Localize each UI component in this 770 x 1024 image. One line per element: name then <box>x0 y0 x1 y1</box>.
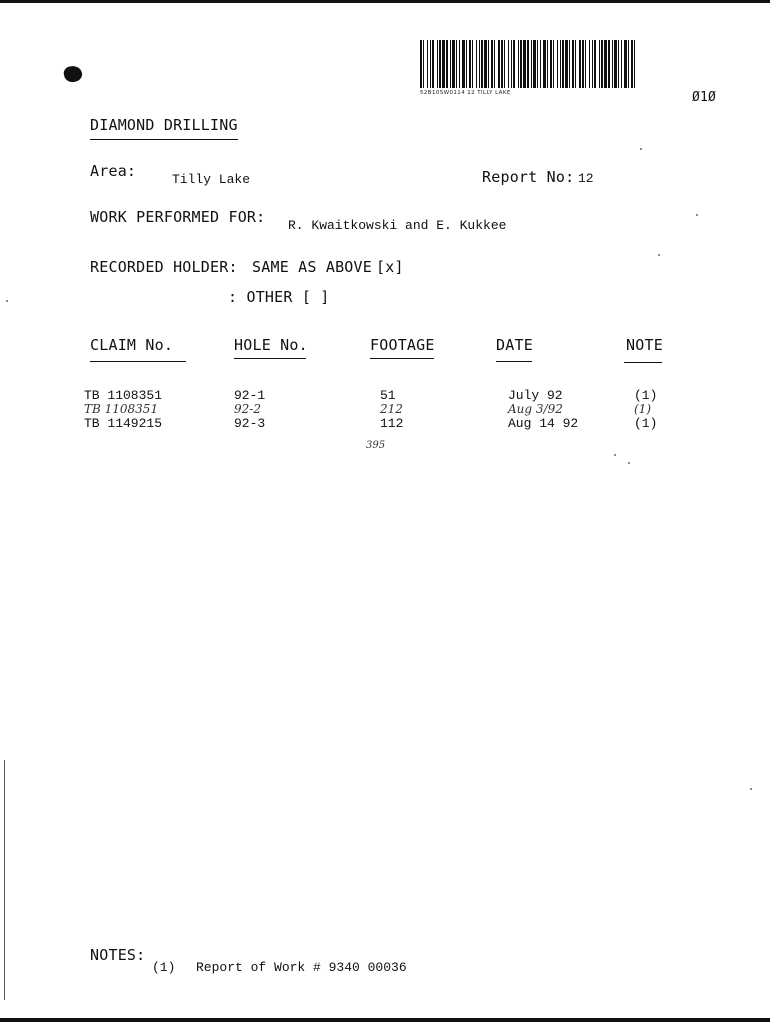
barcode-bar <box>599 40 600 88</box>
barcode-bar <box>420 40 422 88</box>
barcode-bar <box>594 40 596 88</box>
barcode-bar <box>520 40 522 88</box>
barcode-bar <box>575 40 576 88</box>
col-underline-note <box>624 362 662 363</box>
barcode-bar <box>494 40 495 88</box>
barcode-bar <box>488 40 489 88</box>
title-underline <box>90 139 238 140</box>
row-note: (1) <box>634 388 658 403</box>
barcode-bar <box>481 40 483 88</box>
scan-speck <box>696 214 698 216</box>
barcode-bar <box>469 40 471 88</box>
barcode-bar <box>540 40 541 88</box>
barcode-bar <box>537 40 538 88</box>
barcode-bar <box>533 40 536 88</box>
row-claim: TB 1149215 <box>84 416 163 431</box>
col-underline-date <box>496 361 532 362</box>
barcode-bar <box>423 40 424 88</box>
barcode-bar <box>572 40 574 88</box>
barcode-bar <box>437 40 438 88</box>
barcode-bar <box>513 40 515 88</box>
barcode-bar <box>427 40 428 88</box>
barcode-bar <box>608 40 610 88</box>
barcode-bar <box>504 40 505 88</box>
barcode-bar <box>569 40 570 88</box>
barcode-bar <box>466 40 467 88</box>
notes-label: NOTES: <box>90 946 146 964</box>
report-value: 12 <box>578 171 594 186</box>
row-footage: 212 <box>380 402 403 416</box>
barcode-bar <box>484 40 487 88</box>
scan-speck <box>658 254 660 256</box>
work-performed-value: R. Kwaitkowski and E. Kukkee <box>288 218 507 233</box>
area-value: Tilly Lake <box>172 172 251 187</box>
scan-bottom-edge <box>0 1018 770 1022</box>
footage-total-handwritten: 395 <box>366 440 386 451</box>
scan-left-edge <box>4 760 5 1000</box>
row-note: (1) <box>634 416 658 431</box>
barcode-bar <box>462 40 465 88</box>
same-as-above-label: SAME AS ABOVE <box>252 258 372 276</box>
barcode-caption: 52B10SW0114 12 TILLY LAKE <box>420 90 511 96</box>
barcode-bar <box>491 40 493 88</box>
barcode-bar <box>518 40 519 88</box>
barcode-bar <box>452 40 455 88</box>
barcode-bar <box>634 40 635 88</box>
area-label: Area: <box>90 162 137 180</box>
scan-speck <box>614 454 616 456</box>
row-hole: 92-1 <box>234 388 266 403</box>
barcode-bar <box>557 40 558 88</box>
row-claim: TB 1108351 <box>84 388 163 403</box>
work-performed-label: WORK PERFORMED FOR: <box>90 208 266 226</box>
hole-punch-mark <box>63 64 84 83</box>
barcode-bar <box>450 40 451 88</box>
barcode-bar <box>565 40 568 88</box>
row-date: Aug 3/92 <box>508 402 563 416</box>
row-claim: TB 1108351 <box>84 402 159 416</box>
barcode-image <box>420 40 636 88</box>
scan-speck <box>6 300 8 302</box>
scan-top-edge <box>0 0 770 3</box>
barcode-bar <box>476 40 477 88</box>
scan-speck <box>628 462 630 464</box>
barcode-bar <box>511 40 512 88</box>
col-header-note: NOTE <box>626 336 663 354</box>
barcode-bar <box>589 40 590 88</box>
barcode-bar <box>508 40 509 88</box>
col-underline-hole <box>234 358 306 359</box>
barcode-bar <box>547 40 548 88</box>
barcode-bar <box>501 40 503 88</box>
col-underline-claim <box>90 361 186 362</box>
barcode-bar <box>442 40 445 88</box>
barcode-bar <box>614 40 617 88</box>
col-header-hole: HOLE No. <box>234 336 308 354</box>
barcode-bar <box>592 40 593 88</box>
document-title: DIAMOND DRILLING <box>90 116 238 134</box>
barcode-bar <box>628 40 629 88</box>
barcode-bar <box>612 40 613 88</box>
barcode-bar <box>527 40 529 88</box>
recorded-holder-label: RECORDED HOLDER: <box>90 258 238 276</box>
barcode-bar <box>601 40 603 88</box>
barcode-bar <box>498 40 500 88</box>
barcode-bar <box>562 40 564 88</box>
barcode-bar <box>439 40 441 88</box>
report-label: Report No: <box>482 168 575 186</box>
col-header-date: DATE <box>496 336 533 354</box>
scan-speck <box>750 788 752 790</box>
other-holder-label: : OTHER [ ] <box>228 288 330 306</box>
barcode-bar <box>631 40 633 88</box>
col-header-claim: CLAIM No. <box>90 336 174 354</box>
barcode-bar <box>618 40 619 88</box>
barcode-bar <box>446 40 448 88</box>
row-note: (1) <box>634 402 651 416</box>
barcode-bar <box>459 40 460 88</box>
page-code: Ø1Ø <box>692 90 717 105</box>
barcode-bar <box>579 40 581 88</box>
row-date: July 92 <box>508 388 563 403</box>
barcode-bar <box>543 40 546 88</box>
barcode-bar <box>432 40 434 88</box>
barcode-bar <box>430 40 431 88</box>
barcode-bar <box>560 40 561 88</box>
barcode-bar <box>531 40 532 88</box>
note-text: Report of Work # 9340 00036 <box>196 960 407 975</box>
scan-speck <box>640 148 642 150</box>
barcode-bar <box>604 40 607 88</box>
barcode-bar <box>479 40 480 88</box>
note-marker: (1) <box>152 960 176 975</box>
same-as-above-checkbox: [x] <box>376 258 404 276</box>
col-underline-footage <box>370 358 434 359</box>
row-footage: 51 <box>380 388 396 403</box>
col-header-footage: FOOTAGE <box>370 336 435 354</box>
barcode-bar <box>582 40 584 88</box>
row-hole: 92-3 <box>234 416 266 431</box>
barcode-bar <box>523 40 526 88</box>
row-hole: 92-2 <box>234 402 261 416</box>
row-footage: 112 <box>380 416 404 431</box>
barcode-bar <box>585 40 586 88</box>
row-date: Aug 14 92 <box>508 416 579 431</box>
barcode-bar <box>472 40 473 88</box>
barcode-bar <box>456 40 457 88</box>
barcode-bar <box>624 40 627 88</box>
barcode-bar <box>621 40 622 88</box>
barcode-bar <box>553 40 554 88</box>
barcode-bar <box>550 40 552 88</box>
